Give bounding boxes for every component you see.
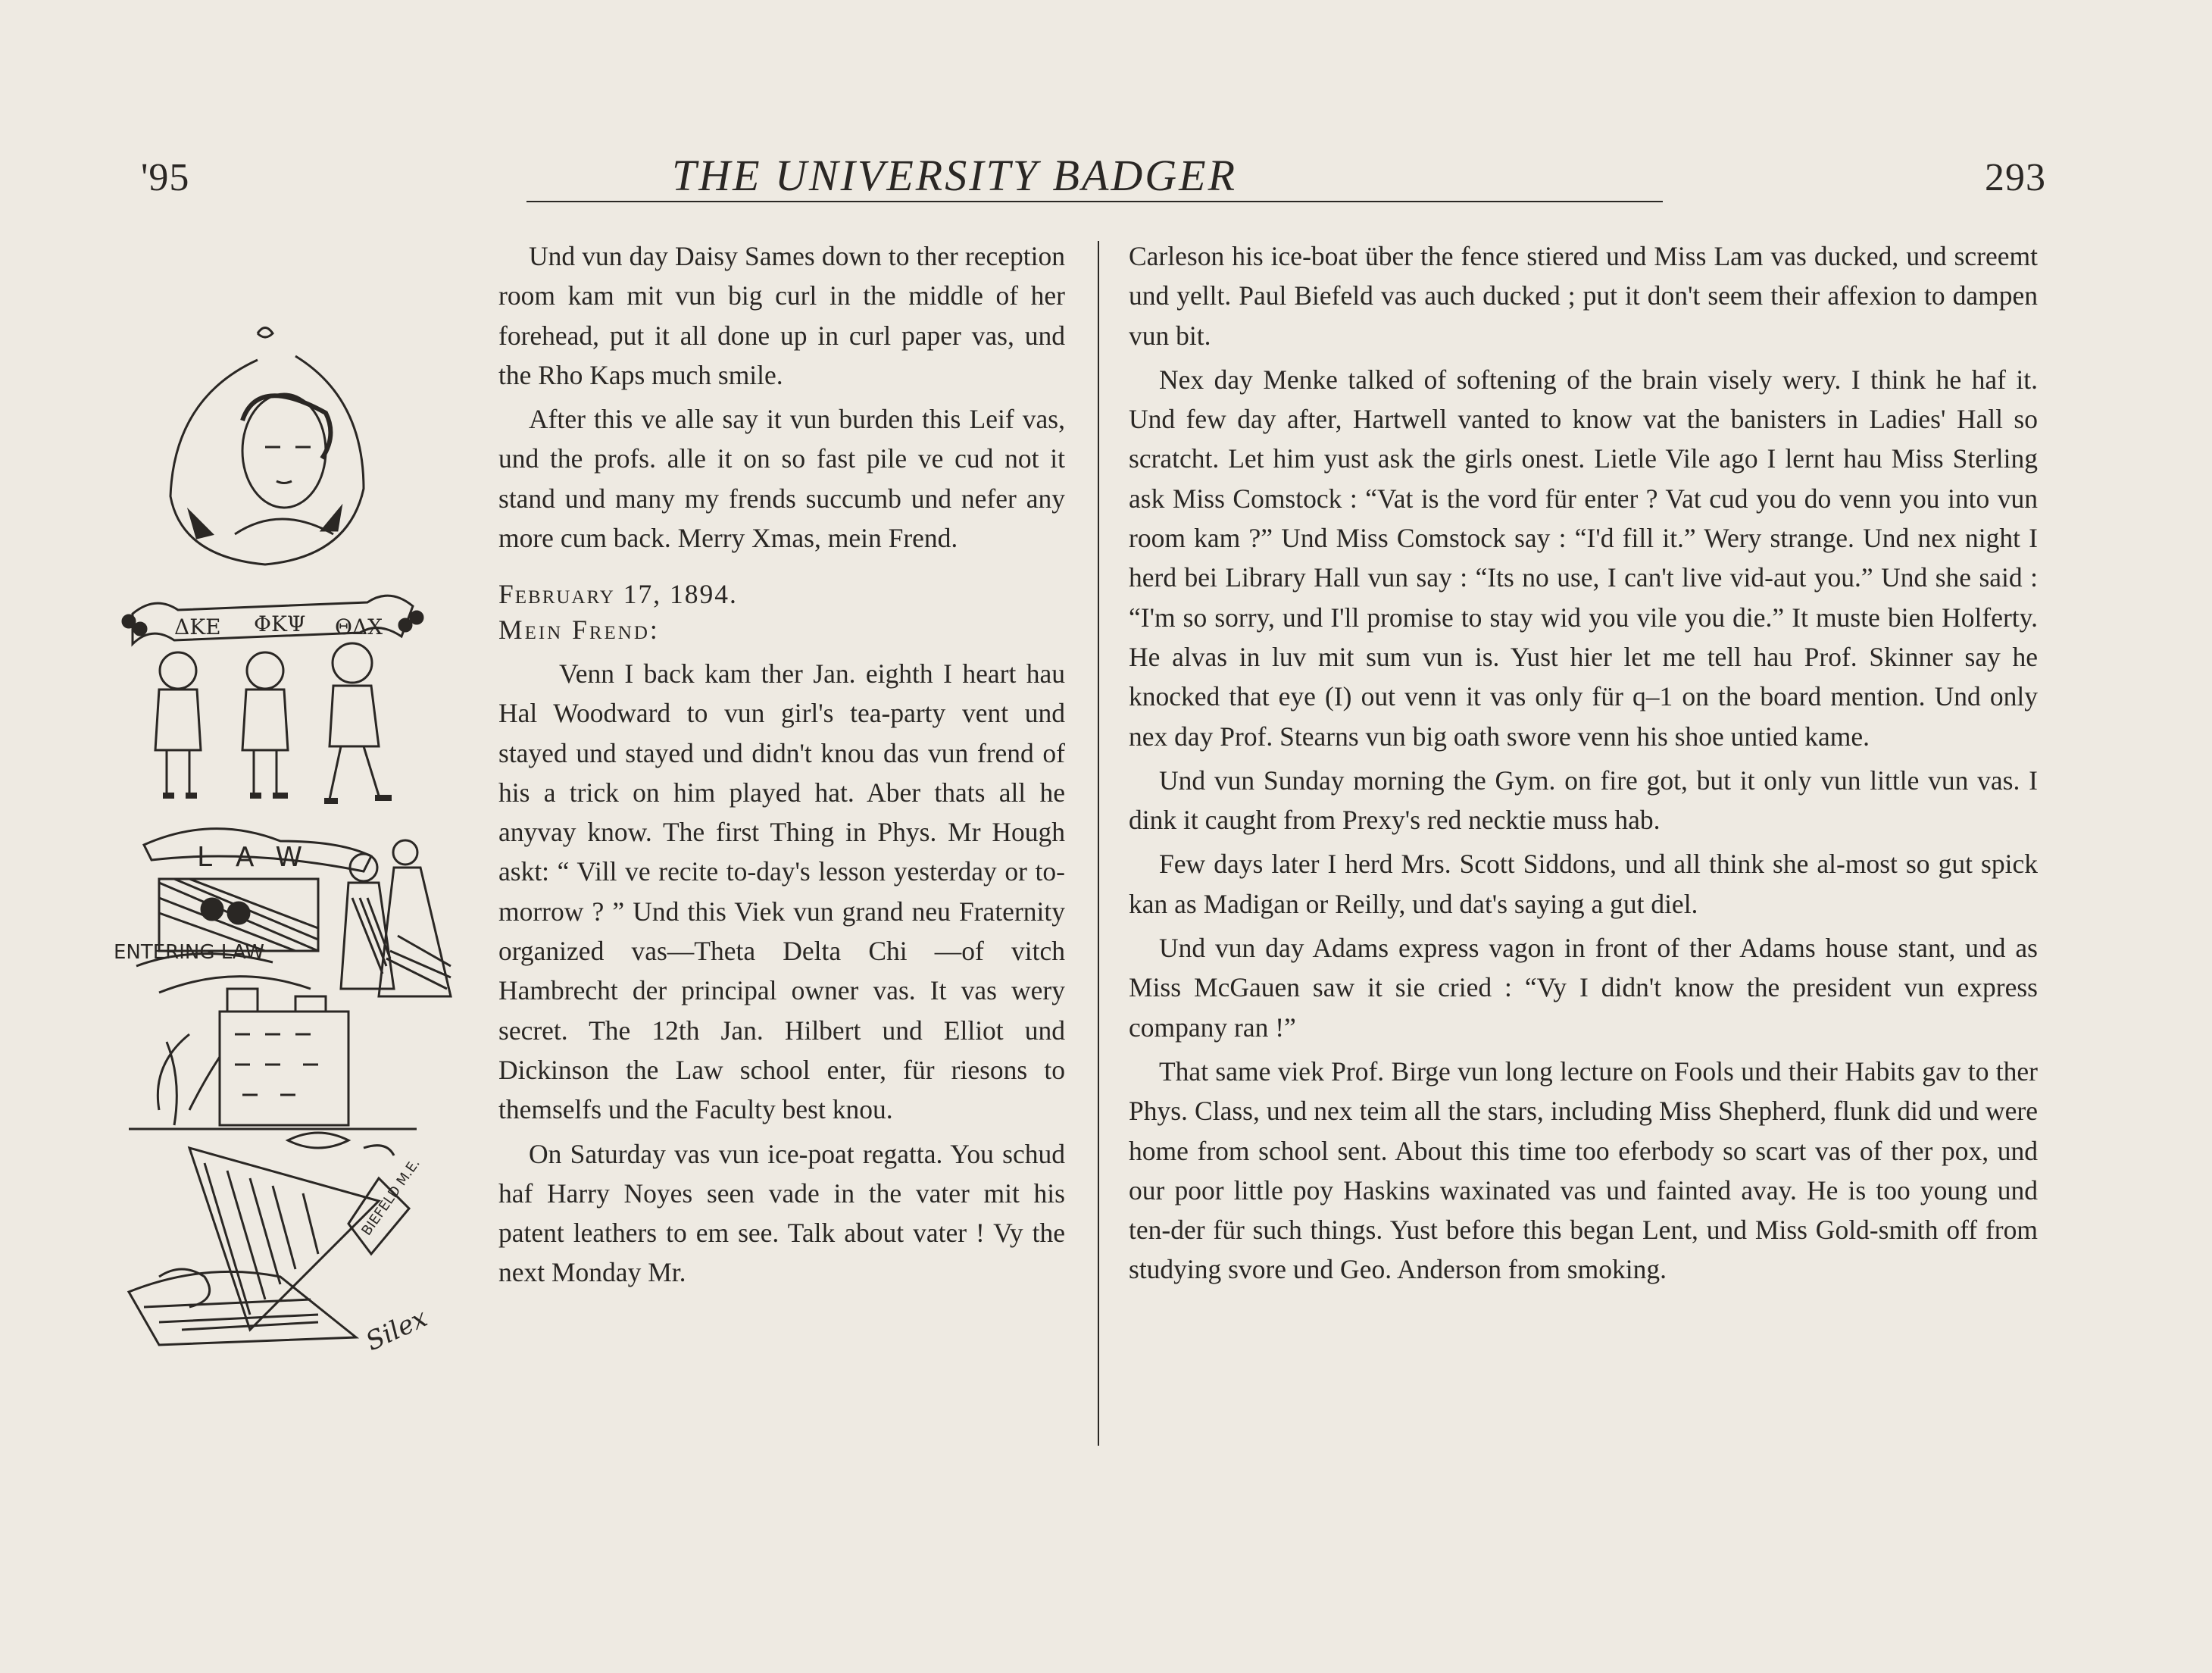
law-scene: [114, 829, 451, 996]
paragraph: Und vun day Adams express vagon in front of ther Adams house stant, und as Miss McGauen saw it sie cried : “Vy I didn't know the president vun express company ran !”: [1129, 933, 2038, 1043]
paragraph: On Saturday vas vun ice-poat regatta. You schud haf Harry Noyes seen vade in the vater mit his patent leathers to em see. Talk about vater ! Vy the next Monday Mr.: [498, 1138, 1065, 1288]
salutation: Mein Frend:: [498, 614, 660, 645]
header-rule: [526, 201, 1663, 202]
fraternity-banner: [123, 596, 423, 644]
three-figures: [155, 643, 392, 801]
left-column: [498, 236, 1065, 1293]
column-divider: [1098, 241, 1099, 1446]
paragraph: Venn I back kam ther Jan. eighth I heart hau Hal Woodward to vun girl's tea-party vent und stayed und stayed und didn't knou das vun frend of his a trick on him played hat. Aber thats all he anyvay know. The first Thing in Phys. Mr Hough askt: “ Vill ve recite to-day's lesson yesterday or to-morrow ? ” Und this Viek vun grand neu Fraternity organized vas—Theta Delta Chi —of vitch Hambrecht der principal owner vas. It vas wery secret. The 12th Jan. Hilbert und Elliot und Dickinson the Law school enter, für riesons to themselfs und the Faculty best knou.: [498, 658, 1065, 1125]
letter-date: February 17, 1894.: [498, 579, 738, 610]
building-scene: [129, 954, 417, 1129]
paragraph: Nex day Menke talked of softening of the brain visely wery. I think he haf it. Und few day after, Hartwell vanted to know vat the banisters in Ladies' Hall so scratcht. Let him yust ask the girls onest. Lietle Vile ago I lernt hau Miss Sterling ask Miss Comstock : “Vat is the vord für enter ? Vat cud you do venn you into vun room kam ?” Und Miss Comstock say : “I'd fill it.” Wery strange. Und nex night I herd bei Library Hall vun say : “Its no use, I can't live vid-aut you.” Und she said : “I'm so sorry, und I'll promise to stay wid you vile you die.” It muste bien Holferty. He alvas in luv mit sum vun is. Yust hier let me tell hau Prof. Skinner say he knocked that eye (I) out venn it vas only für q–1 on the board mention. Und only nex day Prof. Stearns vun big oath swore venn his shoe untied kame.: [1129, 364, 2038, 752]
portrait-medallion: [170, 328, 364, 565]
paragraph: That same viek Prof. Birge vun long lecture on Fools und their Habits gav to ther Phys. Class, und nex teim all the stars, including Miss Shepherd, flunk did und were home from school sent. About this time too eferbody so scart vas of ther pox, und our poor little poy Haskins waxinated vas und fainted avay. He is too young und ten-der für such things. Yust before this began Lent, und Miss Gold-smith off from studying svore und Geo. Anderson from smoking.: [1129, 1055, 2038, 1285]
paragraph: Few days later I herd Mrs. Scott Siddons, und all think she al-most so gut spick kan as Madigan or Reilly, und dat's saying a gut diel.: [1129, 849, 2038, 919]
right-column: [1129, 236, 2038, 1290]
greek-letters-2: ΦKΨ: [254, 611, 306, 636]
illustration: [114, 307, 470, 1383]
paragraph: After this ve alle say it vun burden this Leif vas, und the profs. alle it on so fast pile ve cud not it stand und many my frends succumb und nefer any more cum back. Merry Xmas, mein Frend.: [498, 404, 1065, 554]
header-year: '95: [141, 156, 190, 199]
greek-letters-1: ΔKE: [174, 614, 221, 639]
iceboat-wreck: [129, 1133, 432, 1357]
artist-signature: Silex: [361, 1302, 433, 1358]
paragraph: Carleson his ice-boat über the fence stiered und Miss Lam vas ducked, und screemt und yellt. Paul Biefeld vas auch ducked ; put it don't seem their affexion to dampen vun bit.: [1129, 241, 2038, 351]
boat-label: BIEFELD M.E.: [358, 1155, 423, 1239]
page-title: THE UNIVERSITY BADGER: [671, 151, 1238, 200]
paragraph: Und vun day Daisy Sames down to ther reception room kam mit vun big curl in the middle of her forehead, put it all done up in curl paper vas, und the Rho Kaps much smile.: [498, 241, 1065, 390]
paragraph: Und vun Sunday morning the Gym. on fire got, but it only vun little vun vas. I dink it caught from Prexy's red necktie muss hab.: [1129, 765, 2038, 836]
entering-law-caption: ENTERING LAW: [114, 941, 264, 964]
illustration-drawing: [114, 307, 470, 1383]
greek-letters-3: ΘΔX: [335, 614, 383, 639]
law-sign-text: LAW: [197, 842, 326, 873]
page-number: 293: [1985, 156, 2046, 199]
